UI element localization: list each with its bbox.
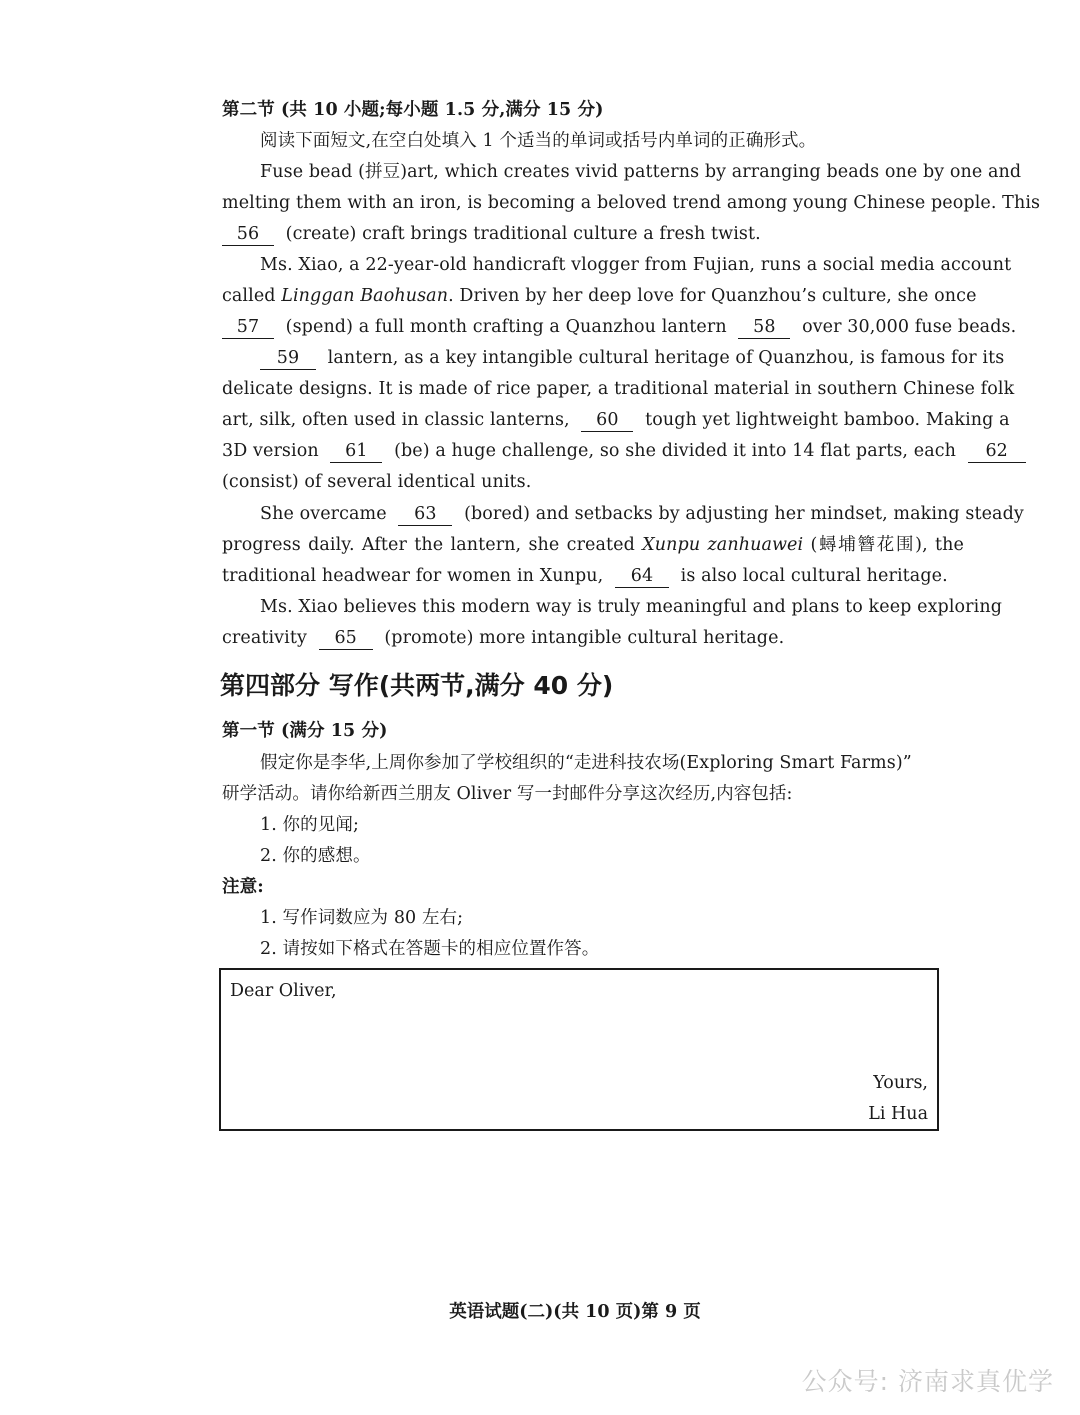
passage-text: (create) craft brings traditional culture a fresh twist. [285,224,761,244]
passage-line: melting them with an iron, is becoming a beloved trend among young Chinese people. This [222,193,1041,213]
blank-56: 56 [222,223,274,246]
passage-line: Fuse bead (拼豆)art, which creates vivid patterns by arranging beads one by one and [260,162,1022,182]
passage-text: called [222,286,276,306]
blank-59: 59 [260,347,316,370]
passage-line: (consist) of several identical units. [222,472,532,492]
blank-57: 57 [222,316,274,339]
letter-closing: Yours, [873,1073,928,1093]
passage-text: progress daily. After the lantern, she created [222,535,635,555]
account-name: Linggan Baohusan [281,286,449,306]
writing-prompt: 假定你是李华,上周你参加了学校组织的“走进科技农场(Exploring Smart Farms)” [260,753,912,773]
blank-63: 63 [398,503,452,526]
passage-text: She overcame [260,504,387,524]
blank-58: 58 [738,316,790,339]
passage-line [260,343,1005,374]
passage-text: (promote) more intangible cultural heritage. [384,628,785,648]
passage-text: 3D version [222,441,319,461]
passage-text: lantern, as a key intangible cultural heritage of Quanzhou, is famous for its [327,348,1005,368]
passage-line [260,499,1024,530]
passage-line: Ms. Xiao believes this modern way is truly meaningful and plans to keep exploring [260,597,1003,617]
passage-text: . Driven by her deep love for Quanzhou’s culture, she once [448,286,977,306]
letter-format-box [219,968,939,1131]
prompt-item: 1. 你的见闻; [260,815,359,835]
page-footer: 英语试题(二)(共 10 页)第 9 页 [449,1302,701,1322]
passage-text: tough yet lightweight bamboo. Making a [645,410,1010,430]
blank-62: 62 [968,440,1026,463]
passage-line [222,530,964,561]
passage-line [222,623,964,654]
passage-line [222,436,1008,467]
passage-line: delicate designs. It is made of rice paper, a traditional material in southern Chinese folk [222,379,1015,399]
note-item: 2. 请按如下格式在答题卡的相应位置作答。 [260,939,600,959]
passage-text: (spend) a full month crafting a Quanzhou lantern [285,317,727,337]
passage-line: Ms. Xiao, a 22-year-old handicraft vlogger from Fujian, runs a social media account [260,255,1012,275]
prompt-item: 2. 你的感想。 [260,846,371,866]
passage-text: (be) a huge challenge, so she divided it into 14 flat parts, each [394,441,957,461]
passage-line [222,312,1017,343]
passage-text: creativity [222,628,307,648]
headwear-name: Xunpu zanhuawei [642,535,804,555]
letter-signature: Li Hua [868,1104,928,1124]
blank-64: 64 [615,565,669,588]
section-title: 第一节 (满分 15 分) [222,721,388,741]
letter-salutation: Dear Oliver, [230,981,337,1001]
passage-line [222,219,964,250]
passage-text: is also local cultural heritage. [680,566,948,586]
watermark: 公众号: 济南求真优学 [801,1367,1054,1396]
section-title: 第二节 (共 10 小题;每小题 1.5 分,满分 15 分) [222,100,604,120]
passage-line [222,405,1010,436]
passage-text: over 30,000 fuse beads. [802,317,1017,337]
writing-prompt: 研学活动。请你给新西兰朋友 Oliver 写一封邮件分享这次经历,内容包括: [222,784,793,804]
part-heading: 第四部分 写作(共两节,满分 40 分) [220,671,614,700]
notes-label: 注意: [222,877,264,897]
passage-text: (bored) and setbacks by adjusting her mindset, making steady [464,504,1024,524]
passage-text: art, silk, often used in classic lanterns, [222,410,570,430]
passage-text: (蟳埔簪花围), the [810,535,965,555]
passage-line [222,561,964,592]
passage-text: traditional headwear for women in Xunpu, [222,566,604,586]
blank-65: 65 [319,627,373,650]
blank-60: 60 [581,409,633,432]
note-item: 1. 写作词数应为 80 左右; [260,908,464,928]
blank-61: 61 [330,440,382,463]
section-instruction: 阅读下面短文,在空白处填入 1 个适当的单词或括号内单词的正确形式。 [260,131,817,151]
passage-line [222,281,977,312]
